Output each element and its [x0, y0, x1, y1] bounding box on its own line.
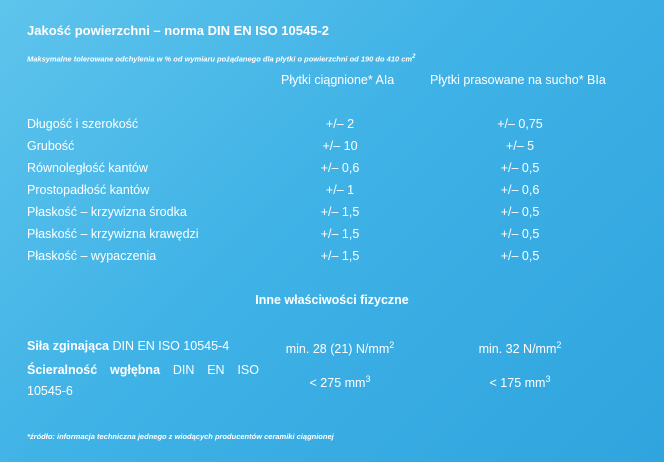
- phys-label-word: Ścieralność: [27, 363, 98, 377]
- phys-value-extruded: [260, 374, 420, 390]
- phys-value-text: min. 28 (21) N/mm: [285, 342, 390, 357]
- row-value-dry-pressed: +/– 0,5: [500, 227, 540, 241]
- row-label-edge-curvature: Płaskość – krzywizna krawędzi: [27, 227, 199, 241]
- column-header-dry-pressed: Płytki prasowane na sucho* BIa: [430, 73, 606, 87]
- phys-value-text: < 275 mm: [309, 376, 366, 391]
- row-value-dry-pressed: +/– 0,6: [500, 183, 540, 197]
- row-value-extruded: +/– 2: [325, 117, 355, 131]
- row-label-edge-squareness: Prostopadłość kantów: [27, 183, 150, 197]
- row-value-extruded: +/– 10: [322, 139, 358, 153]
- column-header-extruded: Płytki ciągnione* AIa: [281, 73, 395, 87]
- row-label-center-curvature: Płaskość – krzywizna środka: [27, 205, 187, 219]
- phys-label-word: wgłębna: [110, 363, 161, 377]
- phys-value-sup: 3: [545, 374, 551, 384]
- phys-label-line1: [27, 363, 259, 377]
- section-title-physical-properties: Inne właściwości fizyczne: [255, 293, 409, 307]
- phys-value-dry-pressed: [440, 374, 600, 390]
- phys-label-word: ISO: [237, 363, 259, 377]
- row-value-extruded: +/– 0,6: [320, 161, 360, 175]
- row-value-dry-pressed: +/– 5: [505, 139, 535, 153]
- subtitle-text: Maksymalne tolerowane odchylenia w % od wymiaru pożądanego dla płytki o powierzchni od 190 do 410 cm: [27, 54, 413, 64]
- row-value-extruded: +/– 1: [325, 183, 355, 197]
- phys-label-standard: DIN EN ISO 10545-4: [108, 339, 230, 353]
- phys-label-word: EN: [207, 363, 225, 377]
- subtitle-superscript: 2: [412, 54, 416, 60]
- phys-value-sup: 2: [389, 340, 395, 350]
- phys-value-dry-pressed: [440, 340, 600, 356]
- phys-value-extruded: [260, 340, 420, 356]
- phys-label-abrasion: [27, 363, 259, 398]
- row-value-dry-pressed: +/– 0,5: [500, 205, 540, 219]
- row-value-dry-pressed: +/– 0,5: [500, 249, 540, 263]
- footnote-source: *źródło: informacja techniczna jednego z wiodących producentów ceramiki ciągnionej: [27, 432, 334, 441]
- row-value-dry-pressed: +/– 0,75: [497, 117, 543, 131]
- phys-label-bold: Siła zginająca: [27, 339, 109, 353]
- phys-value-sup: 2: [556, 340, 562, 350]
- phys-value-text: < 175 mm: [489, 376, 546, 391]
- page-title: Jakość powierzchni – norma DIN EN ISO 10545-2: [27, 23, 330, 38]
- row-value-extruded: +/– 1,5: [320, 227, 360, 241]
- row-value-extruded: +/– 1,5: [320, 205, 360, 219]
- row-label-thickness: Grubość: [27, 139, 75, 153]
- phys-value-text: min. 32 N/mm: [478, 342, 557, 357]
- row-value-dry-pressed: +/– 0,5: [500, 161, 540, 175]
- row-label-edge-parallelism: Równoległość kantów: [27, 161, 148, 175]
- row-value-extruded: +/– 1,5: [320, 249, 360, 263]
- phys-label-line2: 10545-6: [27, 384, 73, 398]
- subtitle: [27, 54, 415, 64]
- row-label-warpage: Płaskość – wypaczenia: [27, 249, 157, 263]
- phys-label-bending-strength: [27, 339, 229, 353]
- phys-value-sup: 3: [365, 374, 371, 384]
- phys-label-word: DIN: [172, 363, 195, 377]
- row-label-length-width: Długość i szerokość: [27, 117, 139, 131]
